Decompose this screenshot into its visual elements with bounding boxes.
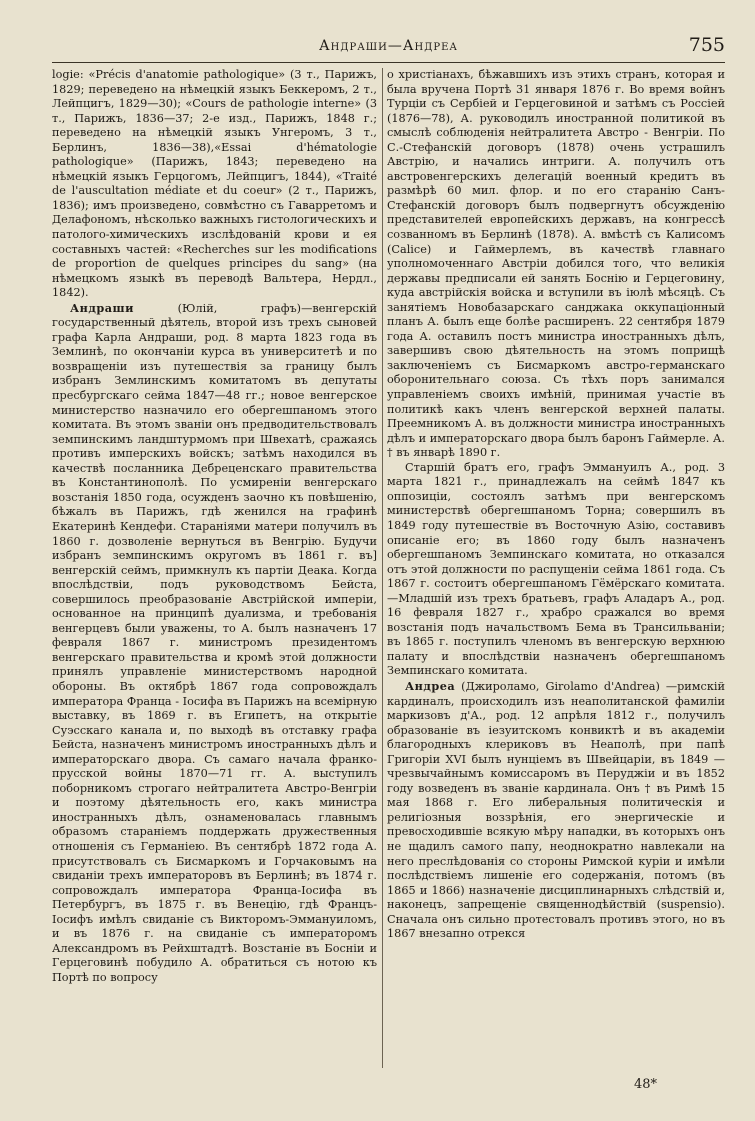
- entry-text: (Юлій, графъ)—венгерскій государственный дѣятель, второй изъ трехъ сыновей графа Карла Андраши, род. 8 марта 1823 года въ Землинѣ, по окончаніи курса въ университетѣ и по возвращеніи изъ путешествія за границу былъ избранъ Землинскимъ комитатомъ въ депутаты пресбургскаго сейма 1847—48 гг.; новое венгерское министерство назначило его обергешпаномъ этого комитата. Въ этомъ званіи онъ предводительствовалъ земпинскимъ ландштурмомъ при Швехатѣ, сражаясь противъ имперскихъ войскъ; затѣмъ находился въ качествѣ посланника Дебреценскаго правительства въ Константинополѣ. По усмиреніи венгерскаго возстанія 1850 года, осужденъ заочно къ повѣшенію, бѣжалъ въ Парижъ, гдѣ женился на графинѣ Екатеринѣ Кендефи. Стараніями матери получилъ въ 1860 г. дозволеніе вернуться въ Венгрію. Будучи избранъ земпинскимъ округомъ въ 1861 г. въ] венгерскій сеймъ, примкнулъ къ партіи Деака. Когда впослѣдствіи, подъ руководствомъ Бейста, совершилось преобразованіе Австрійской имперіи, основанное на принципѣ дуализма, и требованія венгерцевъ были уважены, то А. былъ назначенъ 17 февраля 1867 г. министромъ президентомъ венгерскаго правительства и кромѣ этой должности принялъ управленіе министерствомъ народной обороны. Въ октябрѣ 1867 года сопровождалъ императора Франца - Іосифа въ Парижъ на всемірную выставку, въ 1869 г. въ Египетъ, на открытіе Суэсскаго канала и, по выходѣ въ отставку графа Бейста, назначенъ министромъ иностранныхъ дѣлъ и императорскаго двора. Съ самаго начала франко-прусской войны 1870—71 гг. А. выступилъ поборникомъ строгаго нейтралитета Австро-Венгріи и поэтому дѣятельность его, какъ министра иностранныхъ дѣлъ, ознаменовалась главнымъ образомъ стараніемъ поддержать дружественныя отношенія съ Германіею. Въ сентябрѣ 1872 года А. присутствовалъ съ Бисмаркомъ и Горчаковымъ на свиданіи трехъ императоровъ въ Берлинѣ; въ 1874 г. сопровождалъ императора Франца-Іосифа въ Петербургъ, въ 1875 г. въ Венецію, гдѣ Францъ-Іосифъ имѣлъ свиданіе съ Викторомъ-Эммануиломъ, и въ 1876 г. на свиданіе съ императоромъ Александромъ въ Рейхштадтѣ. Возстаніе въ Босніи и Герцеговинѣ побудило А. обратиться съ нотою къ Портѣ по вопросу: [52, 301, 377, 984]
- entry-andrea: [387, 679, 725, 942]
- paragraph-brothers: Старшій братъ его, графъ Эммануилъ А., род. 3 марта 1821 г., принадлежалъ на сеймѣ 1847 къ оппозиціи, состоялъ затѣмъ при венгерскомъ министерствѣ обергешпаномъ Торна; совершилъ въ 1849 году путешествіе въ Восточную Азію, составивъ описаніе его; въ 1860 году былъ назначенъ обергешпаномъ Земпинскаго комитата, но отказался отъ этой должности по распущеніи сейма 1861 года. Съ 1867 г. состоитъ обергешпаномъ Гёмёрскаго комитата.—Младшій изъ трехъ братьевъ, графъ Аладаръ А., род. 16 февраля 1827 г., храбро сражался во время возстанія подъ начальствомъ Бема въ Трансильваніи; въ 1865 г. поступилъ членомъ въ венгерскую верхнюю палату и впослѣдствіи назначенъ обергешпаномъ Земпинскаго комитата.: [387, 460, 725, 678]
- entry-text: (Джироламо, Girolamo d'Andrea) —римскій кардиналъ, происходилъ изъ неаполитанской фамиліи маркизовъ д'А., род. 12 апрѣля 1812 г., получилъ образованіе въ іезуитскомъ конвиктѣ и въ академіи благородныхъ клериковъ въ Неаполѣ, при папѣ Григоріи XVI былъ нунціемъ въ Швейцаріи, въ 1849 — чрезвычайнымъ комиссаромъ въ Перуджіи и въ 1852 году возведенъ въ званіе кардинала. Онъ † въ Римѣ 15 мая 1868 г. Его либеральныя политическія и религіозныя воззрѣнія, его энергическіе и превосходившіе всякую мѣру нападки, въ которыхъ онъ не щадилъ самого папу, неоднократно навлекали на него преслѣдованія со стороны Римской куріи и имѣли послѣдствіемъ лишеніе его содержанія, потомъ (въ 1865 и 1866) назначеніе дисциплинарныхъ слѣдствій и, наконецъ, запрещеніе священнодѣйствій (suspensio). Сначала онъ сильно протестовалъ противъ этого, но въ 1867 внезапно отрекся: [387, 679, 725, 941]
- signature-mark: 48*: [633, 1077, 657, 1092]
- paragraph-andrashi-continued: о христіанахъ, бѣжавшихъ изъ этихъ странъ, которая и была вручена Портѣ 31 января 1876 г. Во время войнъ Турціи съ Сербіей и Герцеговиной и затѣмъ съ Россіей (1876—78), А. руководилъ иностранной политикой въ смыслѣ соблюденія нейтралитета Австро - Венгріи. По С.-Стефанскій договоръ (1878) очень устрашилъ Австрію, и начались интриги. А. получилъ отъ австровенгерскихъ делегацій военный кредитъ въ размѣрѣ 60 мил. флор. и по его старанію Санъ-Стефанскій договоръ былъ подвергнутъ обсужденію представителей европейскихъ державъ, на конгрессѣ созванномъ въ Берлинѣ (1878). А. вмѣстѣ съ Калисомъ (Calice) и Гаймерлемъ, въ качествѣ главнаго уполномоченнаго Австріи добился того, что великія державы предписали ей занять Боснію и Герцеговину, куда австрійскія войска и вступили въ іюлѣ мѣсяцѣ. Съ занятіемъ Новобазарскаго санджака оккупаціонный планъ А. былъ еще болѣе расширенъ. 22 сентября 1879 года А. оставилъ постъ министра иностранныхъ дѣлъ, завершивъ свою дѣятельность на этомъ поприщѣ заключеніемъ съ Бисмаркомъ австро-германскаго оборонительнаго союза. Съ тѣхъ поръ занимался управленіемъ своихъ имѣній, принимая участіе въ политикѣ какъ членъ венгерской верхней палаты. Преемникомъ А. въ должности министра иностранныхъ дѣлъ и императорскаго двора былъ баронъ Гаймерле. А. † въ январѣ 1890 г.: [387, 68, 725, 460]
- page-title: Андраши—Андреа: [319, 38, 458, 54]
- left-column: [52, 68, 377, 985]
- entry-headword: Андреа: [405, 678, 456, 693]
- entry-andrashi: [52, 301, 377, 986]
- column-divider: [382, 68, 383, 1068]
- page-number: 755: [688, 34, 725, 56]
- running-header: [52, 34, 725, 62]
- entry-headword: Андраши: [70, 300, 134, 315]
- header-rule: [52, 62, 725, 63]
- right-column: [387, 68, 725, 942]
- paragraph-andral-works: logie: «Précis d'anatomie pathologique» (3 т., Парижъ, 1829; переведено на нѣмецкій языкъ Беккеромъ, 2 т., Лейпцигъ, 1829—30); «Cours de pathologie interne» (3 т., Парижъ, 1836—37; 2-е изд., Парижъ, 1848 г.; переведено на нѣмецкій языкъ Унгеромъ, 3 т., Берлинъ, 1836—38),«Essai d'hématologie pathologique» (Парижъ, 1843; переведено на нѣмецкій языкъ Герцогомъ, Лейпцигъ, 1844), «Traité de l'auscultation médiate et du coeur» (2 т., Парижъ, 1836); имъ произведено, совмѣстно съ Гаварретомъ и Делафономъ, нѣсколько важныхъ гистологическихъ и патолого-химическихъ изслѣдованій крови и ея составныхъ частей: «Recherches sur les modifications de proportion de quelques principes du sang» (на нѣмецкомъ языкѣ въ переводѣ Вальтера, Нердл., 1842).: [52, 68, 377, 300]
